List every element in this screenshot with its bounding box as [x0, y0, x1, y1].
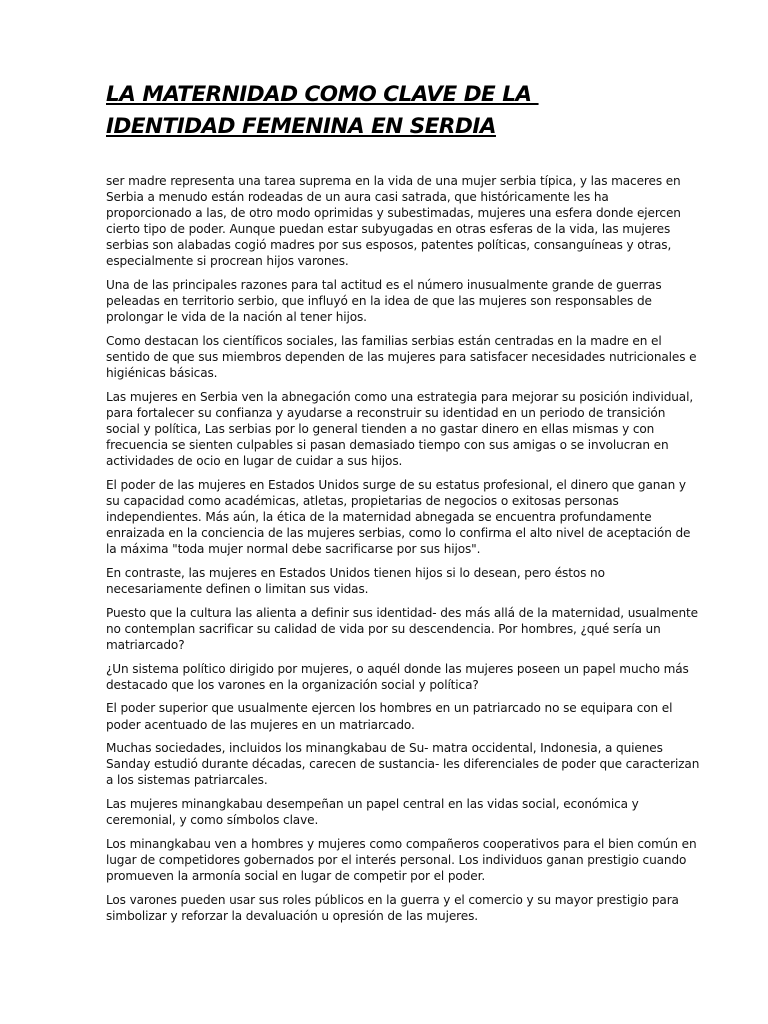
paragraph	[106, 796, 668, 828]
paragraph-line: promueven la armonía social en lugar de competir por el poder.	[106, 869, 486, 884]
paragraph	[106, 477, 691, 557]
paragraph	[106, 605, 698, 653]
paragraph-line: peleadas en territorio serbio, que influyó en la idea de que las mujeres son responsables de	[106, 294, 652, 309]
title-line: LA MATERNIDAD COMO CLAVE DE LA	[106, 82, 539, 107]
paragraph-line: higiénicas básicas.	[106, 366, 218, 381]
paragraph-line: a los sistemas patriarcales.	[106, 773, 268, 788]
paragraph-line: frecuencia se sienten culpables si pasan demasiado tiempo con sus amigas o se involucran en	[106, 438, 669, 453]
title-line: IDENTIDAD FEMENINA EN SERDIA	[106, 114, 496, 139]
paragraph	[106, 173, 681, 270]
paragraph-line: prolongar le vida de la nación al tener hijos.	[106, 310, 367, 325]
paragraph-line: actividades de ocio en lugar de cuidar a sus hijos.	[106, 454, 403, 469]
paragraph-line: no contemplan sacrificar su calidad de vida por su descendencia. Por hombres, ¿qué sería un	[106, 621, 661, 636]
paragraph-line: Las mujeres en Serbia ven la abnegación como una estrategia para mejorar su posición individual,	[106, 389, 694, 404]
paragraph-line: su capacidad como académicas, atletas, propietarias de negocios o exitosas personas	[106, 494, 619, 509]
paragraph-line: lugar de competidores gobernados por el interés personal. Los individuos ganan prestigio cuando	[106, 853, 687, 867]
paragraph-line: ser madre representa una tarea suprema en la vida de una mujer serbia típica, y las maceres en	[106, 174, 681, 188]
paragraph-line: independientes. Más aún, la ética de la maternidad abnegada se encuentra profundamente	[106, 510, 652, 525]
paragraph-line: para fortalecer su confianza y ayudarse a reconstruir su identidad en un periodo de transición	[106, 406, 666, 420]
paragraph-line: Las mujeres minangkabau desempeñan un papel central en las vidas social, económica y	[106, 797, 639, 812]
paragraph-line: Como destacan los científicos sociales, las familias serbias están centradas en la madre en el	[106, 334, 662, 349]
paragraph-line: enraizada en la conciencia de las mujeres serbias, como lo confirma el alto nivel de aceptación de	[106, 526, 691, 541]
paragraph-line: poder acentuado de las mujeres en un matriarcado.	[106, 717, 415, 732]
paragraph-line: ceremonial, y como símbolos clave.	[106, 813, 319, 828]
paragraph	[106, 389, 694, 469]
paragraph-line: simbolizar y reforzar la devaluación u opresión de las mujeres.	[106, 908, 478, 923]
paragraph-line: serbias son alabadas cogió madres por sus esposos, patentes políticas, consanguíneas y otras,	[106, 238, 672, 253]
paragraph	[106, 700, 673, 732]
paragraph-line: ¿Un sistema político dirigido por mujeres, o aquél donde las mujeres poseen un papel mucho más	[106, 661, 689, 676]
paragraph-line: Una de las principales razones para tal actitud es el número inusualmente grande de guerras	[106, 278, 662, 293]
document-title	[106, 79, 666, 143]
paragraph-line: Los minangkabau ven a hombres y mujeres como compañeros cooperativos para el bien común en	[106, 836, 697, 851]
paragraph	[106, 333, 697, 381]
paragraph-line: Serbia a menudo están rodeadas de un aura casi satrada, que históricamente les ha	[106, 190, 609, 205]
paragraph-line: especialmente si procrean hijos varones.	[106, 254, 349, 269]
document-body	[106, 173, 700, 932]
paragraph	[106, 892, 679, 924]
paragraph-line: necesariamente definen o limitan sus vidas.	[106, 582, 369, 597]
paragraph-line: Muchas sociedades, incluidos los minangkabau de Su- matra occidental, Indonesia, a quienes	[106, 741, 663, 756]
paragraph-line: proporcionado a las, de otro modo oprimidas y subestimadas, mujeres una esfera donde ejercen	[106, 206, 681, 221]
paragraph-line: destacado que los varones en la organización social y política?	[106, 677, 479, 692]
paragraph	[106, 565, 668, 597]
paragraph	[106, 277, 668, 325]
paragraph-line: sentido de que sus miembros dependen de las mujeres para satisfacer necesidades nutricionales e	[106, 350, 697, 365]
paragraph-line: social y política, Las serbias por lo general tienden a no gastar dinero en ellas mismas y con	[106, 422, 655, 437]
paragraph	[106, 836, 697, 884]
paragraph-line: El poder superior que usualmente ejercen los hombres en un patriarcado no se equipara con el	[106, 701, 673, 716]
paragraph	[106, 740, 700, 788]
paragraph-line: cierto tipo de poder. Aunque puedan estar subyugadas en otras esferas de la vida, las mujeres	[106, 222, 671, 237]
paragraph-line: En contraste, las mujeres en Estados Unidos tienen hijos si lo desean, pero éstos no	[106, 566, 605, 581]
paragraph-line: matriarcado?	[106, 638, 185, 652]
paragraph-line: Los varones pueden usar sus roles públicos en la guerra y el comercio y su mayor prestigio para	[106, 892, 679, 907]
paragraph-line: Sanday estudió durante décadas, carecen de sustancia- les diferenciales de poder que caracterizan	[106, 757, 700, 772]
paragraph-line: El poder de las mujeres en Estados Unidos surge de su estatus profesional, el dinero que ganan y	[106, 477, 686, 492]
paragraph	[106, 661, 689, 693]
paragraph-line: la máxima "toda mujer normal debe sacrificarse por sus hijos".	[106, 542, 481, 557]
paragraph-line: Puesto que la cultura las alienta a definir sus identidad- des más allá de la maternidad, usualmente	[106, 605, 698, 620]
